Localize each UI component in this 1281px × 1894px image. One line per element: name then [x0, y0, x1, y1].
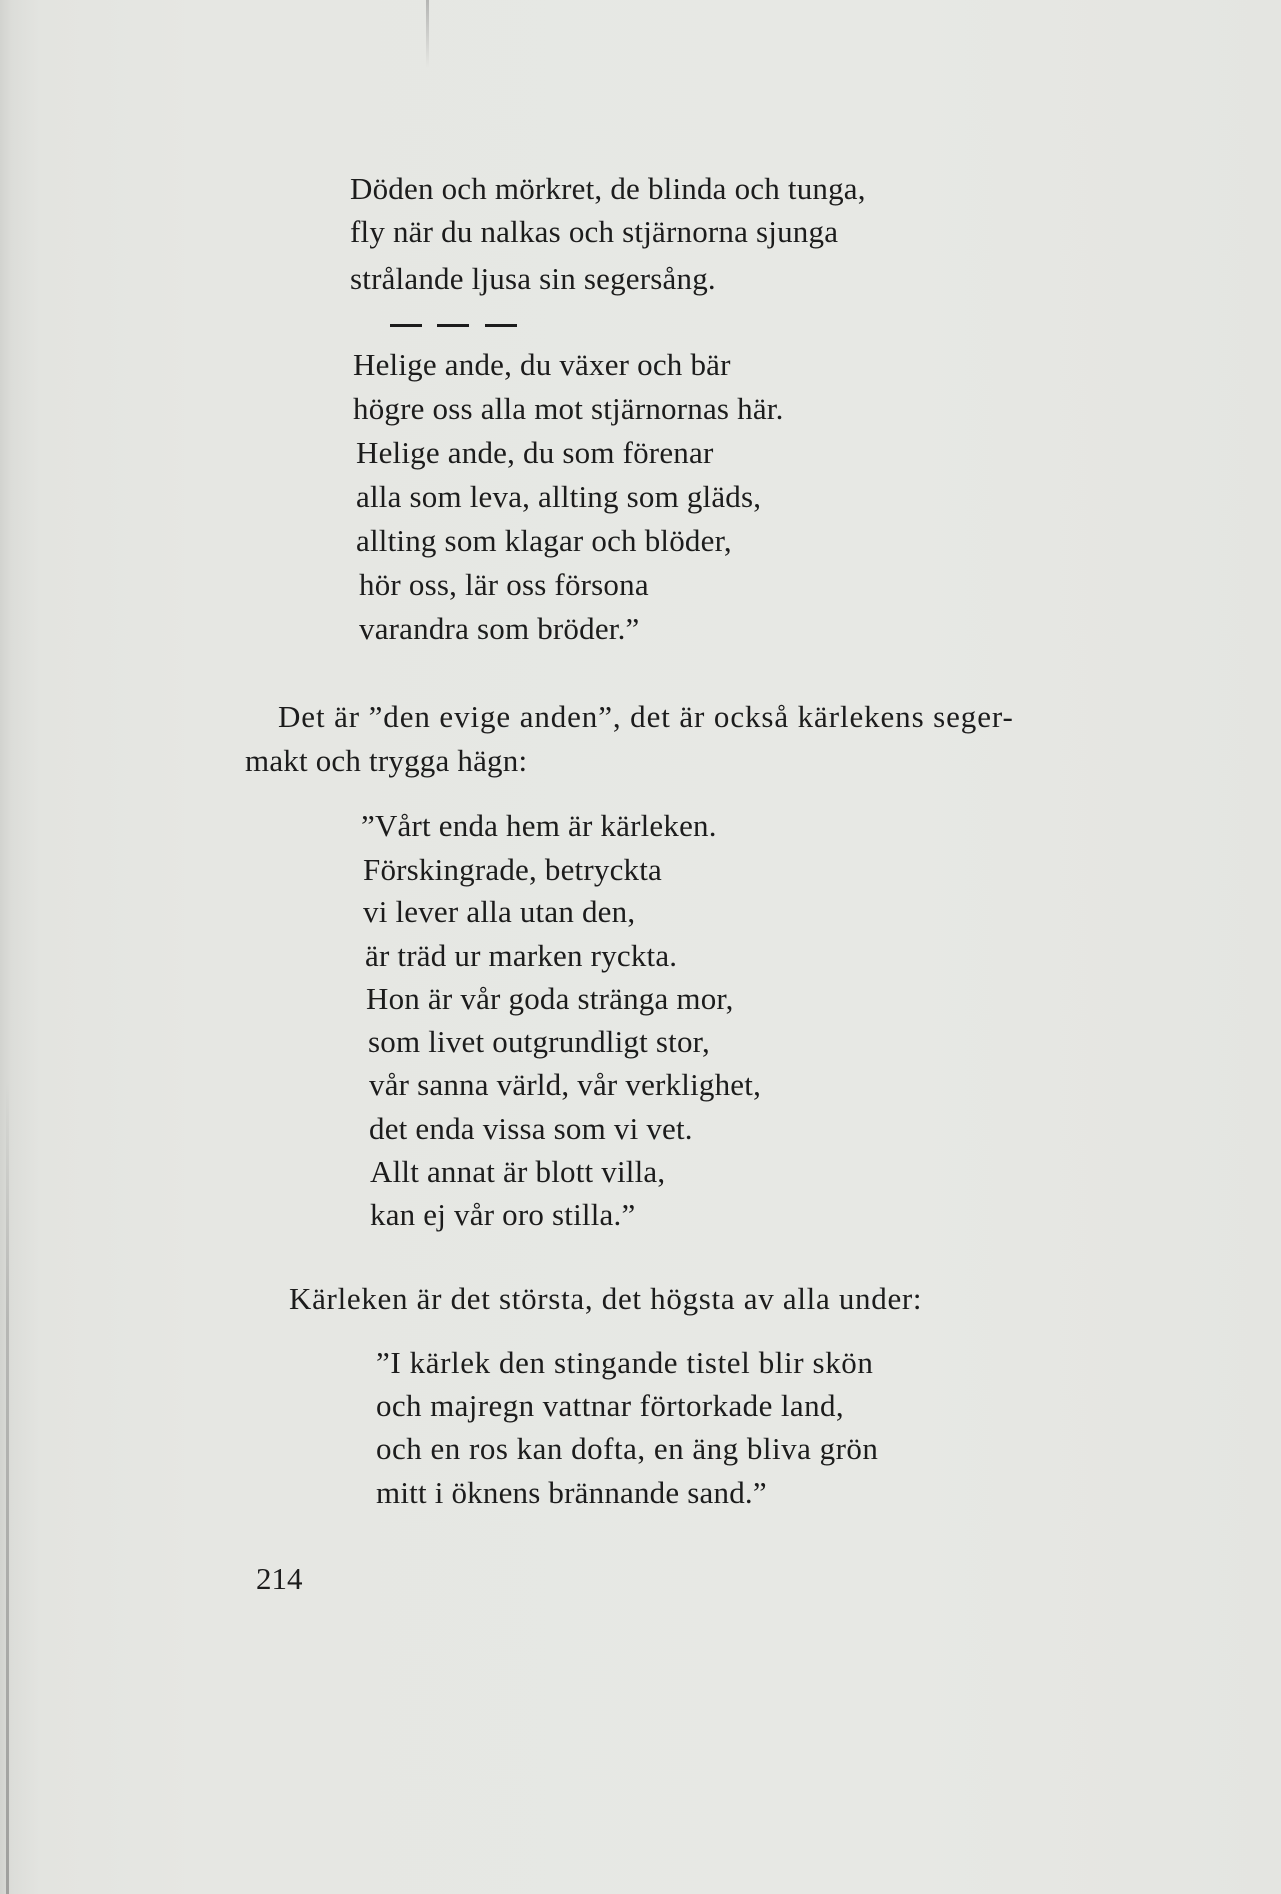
poem-line: Förskingrade, betryckta [363, 852, 663, 887]
poem-line: högre oss alla mot stjärnornas här. [353, 391, 784, 426]
poem-line: strålande ljusa sin segersång. [350, 261, 716, 296]
poem-line: Helige ande, du som förenar [356, 435, 714, 470]
poem-line: mitt i öknens brännande sand.” [376, 1475, 767, 1510]
page-number: 214 [256, 1561, 303, 1596]
poem-line: det enda vissa som vi vet. [369, 1111, 693, 1146]
separator-dash [485, 324, 517, 327]
poem-line: som livet outgrundligt stor, [368, 1024, 710, 1059]
prose-line: makt och trygga hägn: [245, 743, 528, 778]
scan-mark [426, 0, 429, 68]
poem-line: fly när du nalkas och stjärnorna sjunga [350, 214, 839, 249]
prose-line: Det är ”den evige anden”, det är också kärlekens seger- [278, 699, 1014, 734]
poem-line: alla som leva, allting som gläds, [356, 479, 762, 514]
poem-line: varandra som bröder.” [359, 611, 640, 646]
poem-line: Helige ande, du växer och bär [353, 347, 731, 382]
poem-line: allting som klagar och blöder, [356, 523, 732, 558]
poem-line: vår sanna värld, vår verklighet, [369, 1067, 762, 1102]
poem-line: hör oss, lär oss försona [359, 567, 649, 602]
prose-line: Kärleken är det största, det högsta av alla under: [289, 1281, 923, 1316]
poem-line: ”I kärlek den stingande tistel blir skön [376, 1345, 874, 1380]
separator-dash [437, 324, 469, 327]
poem-line: och majregn vattnar förtorkade land, [376, 1388, 845, 1423]
poem-line: vi lever alla utan den, [363, 894, 636, 929]
binding-gutter [6, 1080, 9, 1894]
poem-line: Hon är vår goda stränga mor, [366, 981, 734, 1016]
poem-line: ”Vårt enda hem är kärleken. [361, 808, 717, 843]
poem-line: Allt annat är blott villa, [370, 1154, 666, 1189]
poem-line: är träd ur marken ryckta. [365, 938, 678, 973]
poem-line: kan ej vår oro stilla.” [370, 1197, 636, 1232]
poem-line: Döden och mörkret, de blinda och tunga, [350, 171, 866, 206]
poem-line: och en ros kan dofta, en äng bliva grön [376, 1431, 879, 1466]
separator-dash [390, 324, 422, 327]
